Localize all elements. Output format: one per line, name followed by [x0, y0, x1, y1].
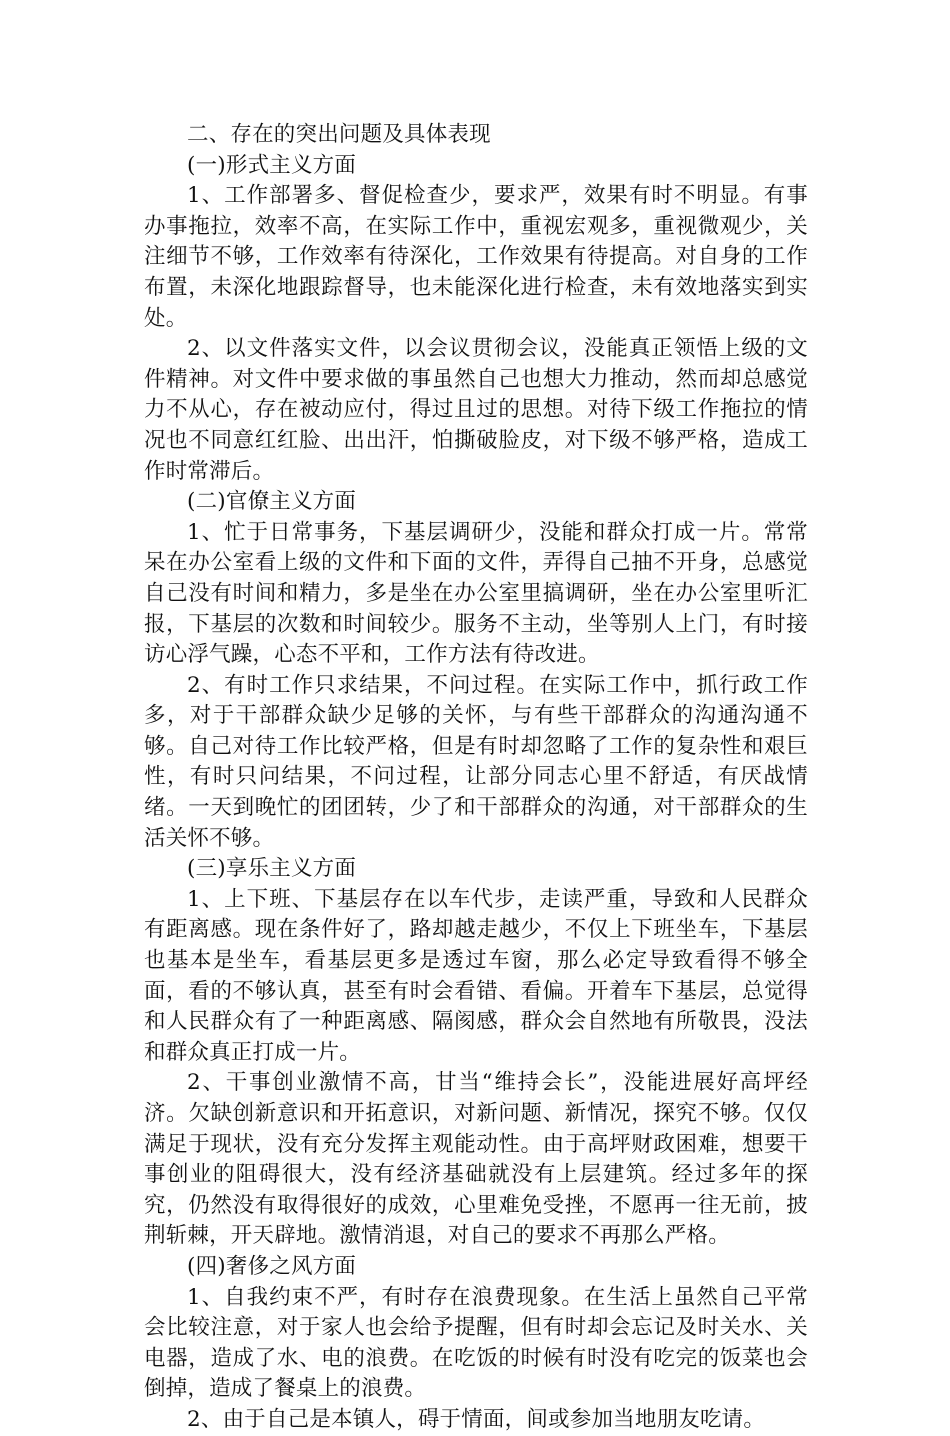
paragraph: 1、工作部署多、督促检查少，要求严，效果有时不明显。有事办事拖拉，效率不高，在实际工作中，重视宏观多，重视微观少，关注细节不够，工作效率有待深化，工作效果有待提高。对自身的工作布置，未深化地跟踪督导，也未能深化进行检查，未有效地落实到实处。	[144, 183, 808, 331]
paragraph: 1、自我约束不严，有时存在浪费现象。在生活上虽然自己平常会比较注意，对于家人也会给予提醒，但有时却会忘记及时关水、关电器，造成了水、电的浪费。在吃饭的时候有时没有吃完的饭菜也会倒掉，造成了餐桌上的浪费。	[144, 1284, 808, 1402]
paragraph: 2、有时工作只求结果，不问过程。在实际工作中，抓行政工作多，对于干部群众缺少足够的关怀，与有些干部群众的沟通沟通不够。自己对待工作比较严格，但是有时却忽略了工作的复杂性和艰巨性，有时只问结果，不问过程，让部分同志心里不舒适，有厌战情绪。一天到晚忙的团团转，少了和干部群众的沟通，对干部群众的生活关怀不够。	[144, 672, 808, 851]
document-body	[144, 120, 808, 1436]
paragraph: 1、上下班、下基层存在以车代步，走读严重，导致和人民群众有距离感。现在条件好了，路却越走越少，不仅上下班坐车，下基层也基本是坐车，看基层更多是透过车窗，那么必定导致看得不够全面，看的不够认真，甚至有时会看错、看偏。开着车下基层，总觉得和人民群众有了一种距离感、隔阂感，群众会自然地有所敬畏，没法和群众真正打成一片。	[144, 886, 808, 1065]
subsection-heading-formalism: (一)形式主义方面	[187, 152, 357, 178]
subsection-heading-extravagance: (四)奢侈之风方面	[187, 1253, 357, 1279]
paragraph: 2、干事创业激情不高，甘当“维持会长”，没能进展好高坪经济。欠缺创新意识和开拓意识，对新问题、新情况，探究不够。仅仅满足于现状，没有充分发挥主观能动性。由于高坪财政困难，想要干事创业的阻碍很大，没有经济基础就没有上层建筑。经过多年的探究，仍然没有取得很好的成效，心里难免受挫，不愿再一往无前，披荆斩棘，开天辟地。激情消退，对自己的要求不再那么严格。	[144, 1070, 808, 1249]
paragraph: 1、忙于日常事务，下基层调研少，没能和群众打成一片。常常呆在办公室看上级的文件和下面的文件，弄得自己抽不开身，总感觉自己没有时间和精力，多是坐在办公室里搞调研，坐在办公室里听汇报，下基层的次数和时间较少。服务不主动，坐等别人上门，有时接访心浮气躁，心态不平和，工作方法有待改进。	[144, 519, 808, 668]
subsection-heading-bureaucratism: (二)官僚主义方面	[187, 489, 357, 515]
subsection-heading-hedonism: (三)享乐主义方面	[187, 856, 357, 882]
paragraph: 2、由于自己是本镇人，碍于情面，间或参加当地朋友吃请。	[187, 1406, 766, 1432]
section-heading: 二、存在的突出问题及具体表现	[187, 122, 491, 147]
paragraph: 2、以文件落实文件，以会议贯彻会议，没能真正领悟上级的文件精神。对文件中要求做的事虽然自己也想大力推动，然而却总感觉力不从心，存在被动应付，得过且过的思想。对待下级工作拖拉的情况也不同意红红脸、出出汗，怕撕破脸皮，对下级不够严格，造成工作时常滞后。	[144, 336, 808, 484]
